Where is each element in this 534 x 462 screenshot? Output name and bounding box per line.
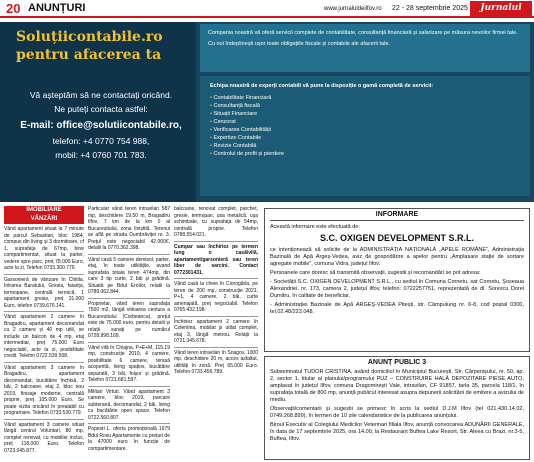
section-title: ANUNȚURI [28,2,86,14]
newspaper-logo: Jurnalul [470,1,532,16]
advert-email[interactable]: E-mail: office@solutiicontabile.ro, [20,120,182,131]
service-item: • Consultanță fiscală [210,102,520,110]
advert-services-box [200,76,530,196]
public-notice-paragraph: Biroul Executiv al Colegiului Medicilor Veterinari filiala Ilfov, anunță convocarea ADUNĂRII GENERALE, în data de 17 septembrie 2025, ora 14.00, la Restaurant Buftea Lake Resort, Str. Aleea cu Brazi, nr.3-5, Buftea, Ilfov. [270,422,524,442]
subcategory-title: VÂNZĂRI [30,216,58,222]
classified-ad: Vând apartament 2 camere în Bragadiru, apartament decomandat cu 2 camere și 40 mp utili, se include un balcon de 4 mp, etaj intermediar, preț 75.000 Euro negociabil, acte la zi, posibilitate credit. Telefon 0722.539.508. [4,311,84,360]
advert-lead-1: Compania noastră vă oferă servicii complete de contabilitate, consultanță financiară și salarizare pe măsura nevoilor firmei tale. [208,30,518,36]
public-notice-title: ANUNȚ PUBLIC 3 [367,359,427,366]
classified-ad: balcoane, renovat complet, parchet, gresie, termopan, usa metalică, ușa schimbate, cu suprafața de 54mp, centrală proprie. Telefon 0788.554.021. [174,206,258,238]
service-item: • Verificarea Contabilității [210,126,520,134]
informare-lead: Această informare este efectuată de: [270,224,360,230]
classifieds-column-3 [174,206,258,462]
service-item: • Cenzorat [210,118,520,126]
informare-paragraph: - Administrației Bazinale de Apă ARGEȘ-VEDEA Pitești, str. Câmpulung nr. 6-8, cod poștal 0300, tel.02.48/223.048. [270,302,524,315]
page-header [0,0,534,18]
informare-title: INFORMARE [270,211,524,221]
public-notice-paragraph: Subsemnatul TUDOR CRISTINA, având domiciliul în Municipiul București, Str. Cărpenișului, nr. 50, ap. 2, sector 1, titular al planului/programului PUZ – CONSTRUIRE HALĂ DEPOZITARE PIESE AUTO, amplasat în județul Ilfov, comuna Dragomirești Vale, intravilan, CF 91857, tarla 35, parcela 118/1, în suprafața totală de 800 mp, anunță publicul interesat asupra depunerii solicitării de emitere a avizului de mediu. [270,369,524,403]
informare-paragraph: ce intenționează să solicite de la ADMINISTRAȚIA NAȚIONALĂ „APELE ROMÂNE”, Administrația Bazinală de Apă Argeș-Vedea, aviz de gospodărire a apelor pentru „Amplasare stație de sortare agregate mobile”, comuna Vidra, județul Ilfov. [270,247,524,267]
issue-dates: 22 - 28 septembrie 2025 [392,5,468,12]
informare-paragraph: - Societății S.C. OXIGEN DEVELOPMENT S.R.L., cu sediul în Comuna Cornetu, sat Cornetu, Șoseaua Alexandriei, nr. 173, camera 2, județul Ilfov, telefon: 0722257751, reprezentată de dl. Sorescu Dorel Dumitru, în calitate de beneficiar. [270,279,524,299]
advert-right-panel [196,22,534,202]
classified-ad: Vând apartament 3 camere situat lângă centrul Voluntari, 80 mp, complet renovat, cu mobilier inclus, preț 118.000 Euro. Telefon 0723.045.877. [4,419,84,455]
advert-phone[interactable]: telefon: +4 0770 754 988, [52,136,150,146]
service-item: • Expertize Contabile [210,134,520,142]
classified-ad: Garsonieră de vânzare în Chitila, Intrarea Baratului, Gresia, faianța, termopane, centrală termică, 1 apartament gresie, preț 31.000 Euro, telefon 0739.676.141. [4,274,84,310]
advert-tagline: Vă așteptăm să ne contactați oricând. [29,90,173,100]
service-item: • Revizie Contabilă [210,142,520,150]
classified-ad: Militari Virtuti. Vând apartament 3 camere, bloc 2019, parcare subterană, decomandat, 2 băi, living cu bucătărie open space. Telefon 0722.560.807. [88,386,170,422]
classified-ad: Particular vând teren intravilan 587 mp, deschidere 19,50 m, Bragadiru Ilfov, 7 km de la km 0 al Bucureștiului, zona liniștită. Terenul se află pe strada Dumbrăviței nr. 3. Prețul este negociabil 42.000€, detalii la 0770.362.398. [88,206,170,251]
services-intro: Echipa noastră de experți contabili vă pune la dispoziție o gamă completă de servicii: [210,83,434,89]
page-number: 20 [6,1,21,16]
advert-contact-intro: Ne puteți contacta astfel: [54,104,148,114]
service-item: • Contabilitate Financiară [210,94,520,102]
advert-intro-box [200,24,530,72]
website-link[interactable]: www.jurnaluldeilfov.ro [324,6,382,12]
classified-ad: Vând casă 5 camere demisol, parter, etaj, în toate utilitățile, avand suprafata totala teren 474mp, din care 3 tip curte, 2 băi și grădină. Situată pe Bdul Eroilor, relatii la 0788.062.844. [88,254,170,296]
informare-paragraph: Persoanele care doresc să transmită observații, sugestii și recomandări se pot adresa: [270,270,481,276]
advert-banner [0,22,534,202]
classified-ad: Popesti L. oferta promoțională 1979 Bdul Rosu Apartamente cu prețuri de la 47000 euro în funcție de compartimentare. [88,423,170,452]
classified-ad: Vând apartament 3 camere în Bragadiru, apartament decomandat, bucătărie închisă, 2 băi, 2 balcoane, etaj 2, bloc nou 2019, finisaje moderne, centrală proprie, preț 105.000 Euro. Se poate vizita oricând în prealabil cu programare. Telefon 0733.530.779. [4,362,84,417]
service-item: • Situații Financiare [210,110,520,118]
classified-ad: Vând vilă în Chiajna, P+E+M, 115.19 mp, construcție 2019, 4 camere, posibilitate 6 camere, terasă acoperită, living spațios, bucătărie separată, 3 băi, foișor și grădină. Telefon 0721.681.597. [88,342,170,384]
informare-company: S.C. OXIGEN DEVELOPMENT S.R.L. [319,233,475,243]
public-notice-paragraph: Observații/comentarii și sugestii se primesc în scris la sediul D.J.M Ilfov (tel 021.430.14.02, 0749.268.899), în termen de 10 zile calendaristice de la publicarea anunțului. [270,406,524,419]
classified-ad: Vând apartament situat la 7 minute de parcul Sebastian, bloc 1984, compus din living și 3 dormitoare, cf 1, suprafața de 67mp, bine compartimentat, situat la parter, vedere spre parc, preț 78.000 Euro, acte la zi. Telefon 0733.300.779. [4,226,84,271]
classified-ad: Cumpar sau închiriez pe termen lung o casă/vilă, apartament/garsonieră sau teren liber de sarcini. Contact 0772301431. [174,241,258,277]
category-title: IMOBILIARE [26,207,62,213]
classified-ad: Vând teren intravilan în Snagov, 1000 mp, deschidere 20 m, acces asfaltat, utilități în zonă. Preț 65.000 Euro. Telefon 0733.456.789. [174,347,258,376]
advert-left-panel [0,22,196,202]
informare-notice [264,208,530,352]
advert-mobile[interactable]: mobil: +4 0760 701 783. [55,150,147,160]
advert-brand: Soluțiicontabile.ro pentru afacerea ta [16,29,163,63]
classified-ad: Proprietar, vând teren suprafața 7500 m2, lângă viitoarea centura a Bucureștiului (Corbeanca), prețul este de 75.000 euro, pentru detalii și relații sunați pe numărul 0728.998.109. [88,298,170,340]
classified-ad: Închiriez apartament 2 camere în Colentina, mobilat și utilat complet, etaj 3, lângă metrou. Relații la 0721.345.678. [174,316,258,345]
service-item: • Controlul de profit și pierdere [210,150,520,158]
classified-ad: Vând casă la cheie în Ciorogârla, pe teren de 200 mp, construcție 2021, P+1, 4 camere, 2 băi, curte amenajată, preț negociabil. Telefon 0765.432.198. [174,278,258,314]
classifieds-column-2 [88,206,170,462]
advert-lead-2: Cu noi îndeplinești ușor toate obligațiile fiscale și contabile ale afacerii tale. [208,41,390,47]
public-notice [264,356,530,460]
category-header [4,206,84,224]
classifieds-column-1 [4,206,84,462]
